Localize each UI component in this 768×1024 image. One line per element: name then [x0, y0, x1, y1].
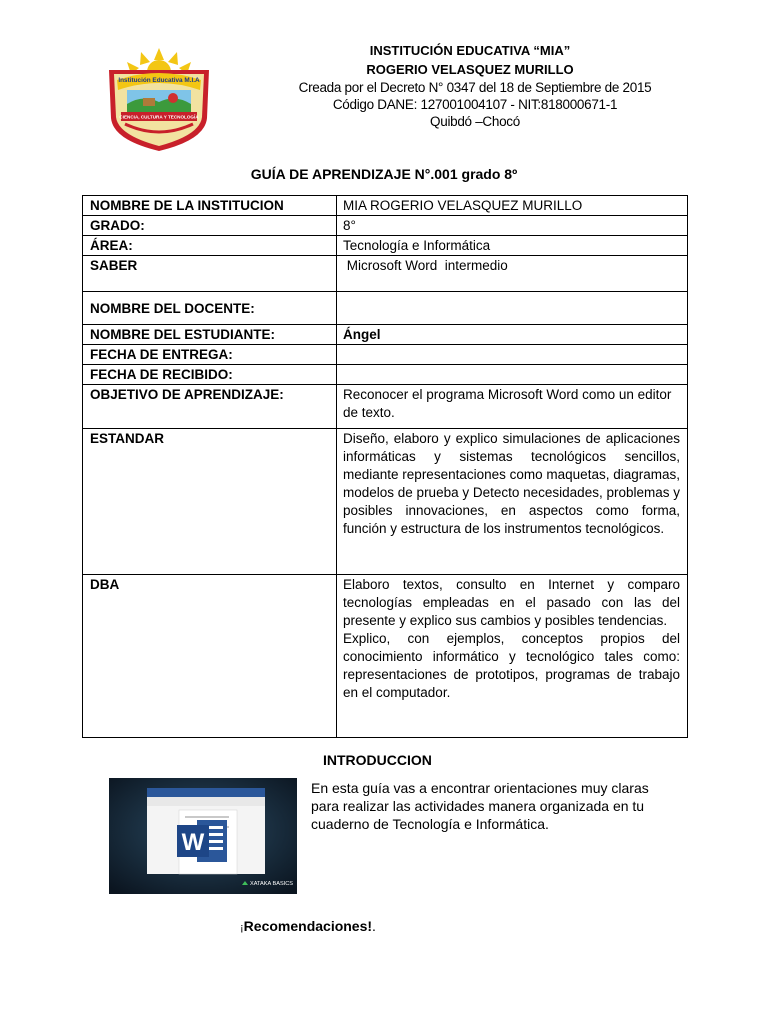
logo-ribbon-text: CIENCIA, CULTURA Y TECNOLOGÍA	[119, 114, 199, 120]
saber-value: Microsoft Word intermedio	[337, 256, 688, 292]
docente-value	[337, 292, 688, 325]
docente-label: NOMBRE DEL DOCENTE:	[83, 292, 337, 325]
saber-label: SABER	[83, 256, 337, 292]
xataka-badge-text: XATAKA BASICS	[250, 881, 294, 887]
word-letter: W	[181, 829, 205, 856]
estudiante-label: NOMBRE DEL ESTUDIANTE:	[83, 325, 337, 345]
table-row	[83, 385, 688, 429]
institucion-label: NOMBRE DE LA INSTITUCION	[83, 196, 337, 216]
table-row	[83, 345, 688, 365]
word-screenshot-image	[109, 778, 297, 894]
recommendations-prefix: ¡	[240, 922, 244, 934]
objetivo-value: Reconocer el programa Microsoft Word como un editor de texto.	[337, 385, 688, 429]
recibido-value	[337, 365, 688, 385]
objetivo-label: OBJETIVO DE APRENDIZAJE:	[83, 385, 337, 429]
intro-heading: INTRODUCCION	[323, 752, 432, 768]
area-label: ÁREA:	[83, 236, 337, 256]
table-row	[83, 256, 688, 292]
institution-name: INSTITUCIÓN EDUCATIVA “MIA”	[369, 43, 571, 58]
table-row	[83, 292, 688, 325]
table-row	[83, 236, 688, 256]
institucion-value: MIA ROGERIO VELASQUEZ MURILLO	[337, 196, 688, 216]
table-row	[83, 216, 688, 236]
area-value: Tecnología e Informática	[337, 236, 688, 256]
table-row	[83, 429, 688, 575]
table-row	[83, 325, 688, 345]
guide-title: GUÍA DE APRENDIZAJE N°.001 grado 8º	[250, 166, 518, 182]
entrega-value	[337, 345, 688, 365]
school-logo	[103, 48, 215, 152]
dba-paragraph-2: Explico, con ejemplos, conceptos propios del conocimiento informático y tecnológico tales como: representaciones de prototipos, programas de trabajo en el computador.	[343, 631, 680, 700]
estandar-value: Diseño, elaboro y explico simulaciones de aplicaciones informáticas y sistemas tecnológicos sencillos, mediante representaciones como maquetas, diagramas, modelos de prueba y Detecto necesidades, problemas y posibles innovaciones, en aspectos como forma, función y estructura de los instrumentos tecnológicos.	[337, 429, 688, 575]
dba-label: DBA	[83, 575, 337, 738]
grado-label: GRADO:	[83, 216, 337, 236]
entrega-label: FECHA DE ENTREGA:	[83, 345, 337, 365]
dba-paragraph-1: Elaboro textos, consulto en Internet y comparo tecnologías empleadas en el pasado con las del presente y explico sus cambios y posibles tendencias.	[343, 577, 680, 628]
institution-subname: ROGERIO VELASQUEZ MURILLO	[366, 62, 574, 77]
estudiante-value: Ángel	[337, 325, 688, 345]
word-app-illustration	[109, 778, 297, 894]
recommendations-heading	[240, 918, 376, 934]
decree-line: Creada por el Decreto N° 0347 del 18 de Septiembre de 2015	[298, 80, 652, 95]
table-row	[83, 365, 688, 385]
recommendations-label: Recomendaciones!	[243, 918, 373, 934]
logo-text: Institución Educativa M.I.A	[118, 77, 200, 84]
dba-value	[337, 575, 688, 738]
guide-info-table	[82, 195, 688, 738]
codes-line: Código DANE: 127001004107 - NIT:818000671-1	[332, 97, 618, 112]
recommendations-suffix: .	[372, 918, 376, 934]
table-row	[83, 196, 688, 216]
recibido-label: FECHA DE RECIBIDO:	[83, 365, 337, 385]
location-line: Quibdó –Chocó	[430, 114, 520, 129]
grado-value: 8°	[337, 216, 688, 236]
estandar-label: ESTANDAR	[83, 429, 337, 575]
intro-paragraph: En esta guía vas a encontrar orientaciones muy claras para realizar las actividades manera organizada en tu cuaderno de Tecnología e Informática.	[311, 780, 649, 832]
table-row	[83, 575, 688, 738]
